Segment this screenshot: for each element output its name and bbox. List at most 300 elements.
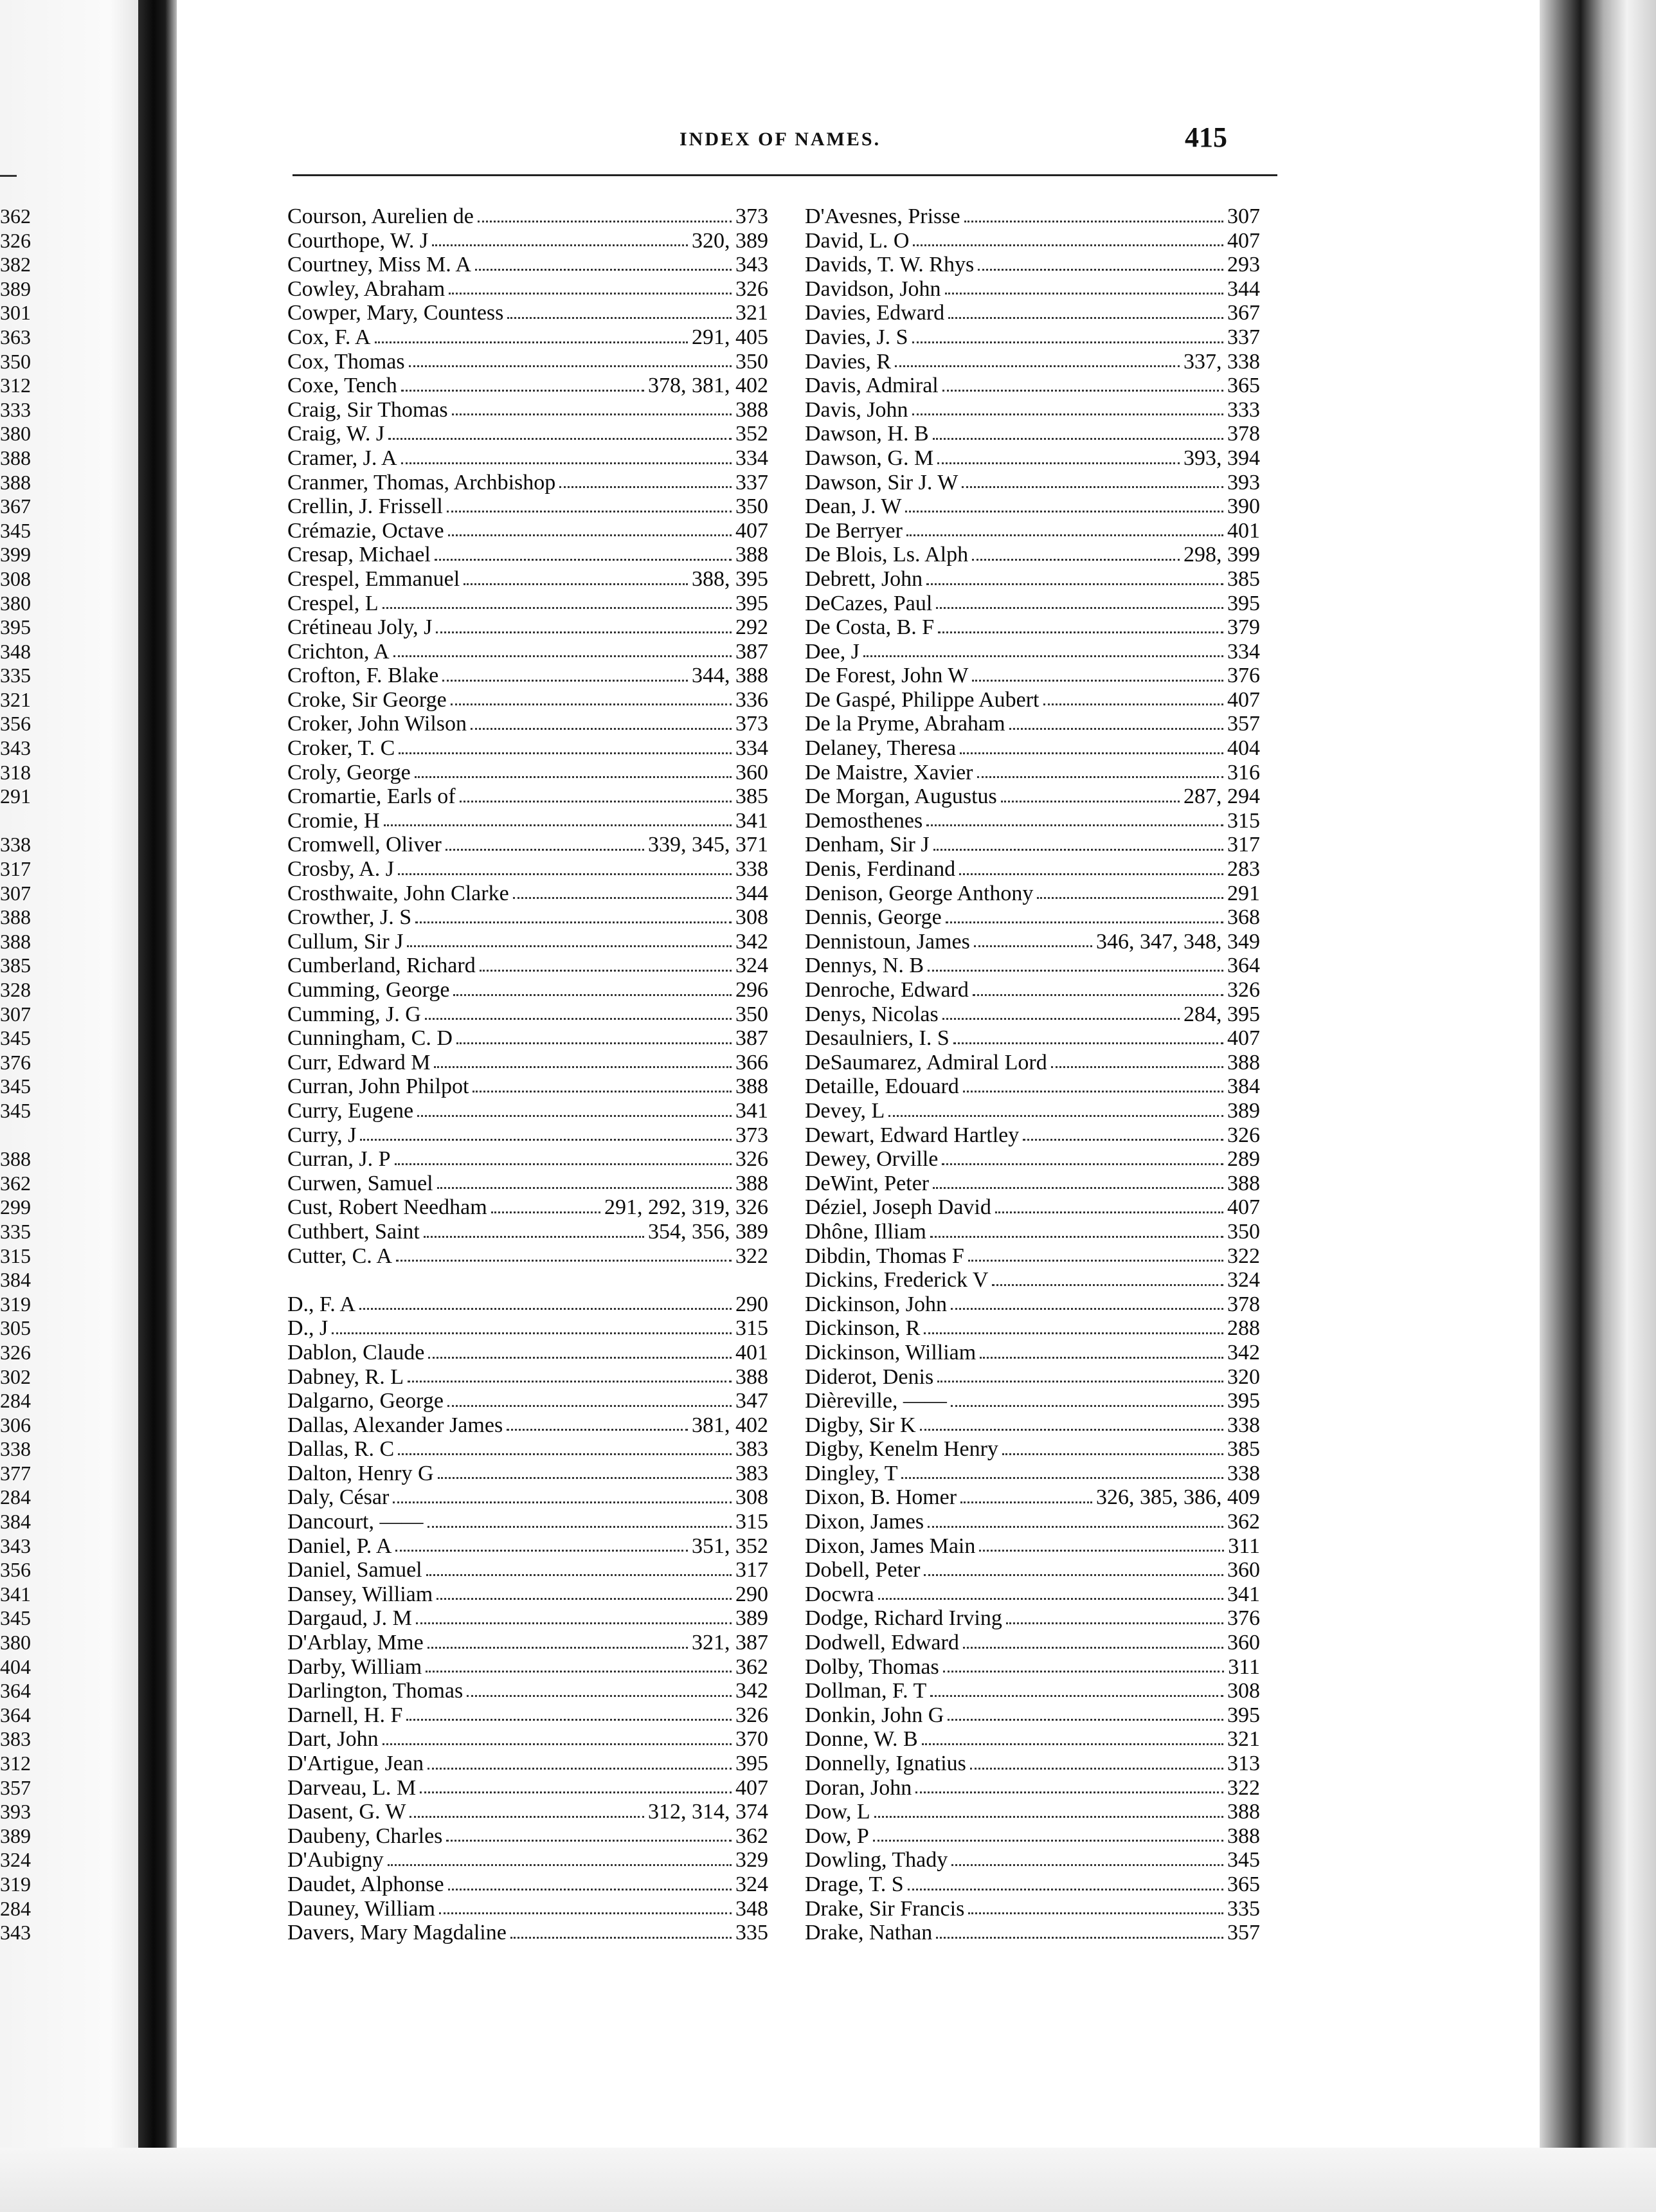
entry-pages: 379 bbox=[1227, 615, 1260, 640]
dot-leader bbox=[945, 293, 1223, 295]
entry-pages: 373 bbox=[735, 712, 768, 736]
entry-name: Cumberland, Richard bbox=[287, 954, 476, 978]
entry-name: Cowper, Mary, Countess bbox=[287, 301, 504, 325]
index-entry bbox=[287, 833, 768, 857]
index-entry bbox=[805, 1752, 1260, 1776]
entry-pages: 407 bbox=[1227, 228, 1260, 253]
index-entry bbox=[287, 1558, 768, 1582]
entry-pages: 388 bbox=[1227, 1050, 1260, 1074]
previous-page-number: 389 bbox=[0, 276, 31, 300]
entry-name: Donne, W. B bbox=[805, 1727, 918, 1752]
entry-pages: 321 bbox=[1227, 1727, 1260, 1752]
entry-pages: 384 bbox=[1227, 1074, 1260, 1099]
dot-leader bbox=[948, 317, 1223, 319]
previous-page-number: 319 bbox=[0, 1292, 31, 1316]
entry-pages: 291 bbox=[1227, 881, 1260, 905]
index-entry bbox=[805, 1606, 1260, 1631]
entry-pages: 311 bbox=[1228, 1654, 1260, 1679]
entry-pages: 313 bbox=[1227, 1752, 1260, 1775]
index-entry bbox=[287, 1099, 768, 1123]
dot-leader bbox=[401, 390, 644, 392]
index-entry bbox=[805, 1800, 1260, 1824]
entry-name: Dibdin, Thomas F bbox=[805, 1244, 964, 1268]
entry-name: David, L. O bbox=[805, 228, 910, 253]
entry-name: Dean, J. W bbox=[805, 494, 902, 519]
entry-pages: 401 bbox=[735, 1340, 768, 1364]
previous-page-number: 299 bbox=[0, 1195, 31, 1219]
entry-name: Dargaud, J. M bbox=[287, 1606, 412, 1631]
entry-pages: 293 bbox=[1227, 253, 1260, 277]
index-entry bbox=[805, 1582, 1260, 1607]
index-entry bbox=[287, 204, 768, 229]
entry-name: Drake, Nathan bbox=[805, 1921, 933, 1945]
entry-pages: 381, 402 bbox=[692, 1413, 768, 1437]
entry-name: Dickins, Frederick V bbox=[805, 1268, 989, 1292]
index-entry bbox=[287, 1341, 768, 1365]
entry-name: Dhône, Illiam bbox=[805, 1219, 926, 1244]
previous-page-number bbox=[0, 809, 32, 833]
previous-page-number: 305 bbox=[0, 1316, 31, 1340]
entry-name: Cromie, H bbox=[287, 808, 380, 833]
entry-name: Detaille, Edouard bbox=[805, 1074, 959, 1099]
index-entry bbox=[287, 1534, 768, 1559]
entry-pages: 308 bbox=[735, 1485, 768, 1510]
entry-name: Drake, Sir Francis bbox=[805, 1896, 965, 1921]
index-entry bbox=[287, 277, 768, 302]
index-entry bbox=[287, 1244, 768, 1269]
index-entry bbox=[805, 1897, 1260, 1921]
dot-leader bbox=[449, 293, 732, 295]
dot-leader bbox=[491, 1211, 600, 1213]
entry-name: Crichton, A bbox=[287, 639, 390, 664]
entry-name: Dow, L bbox=[805, 1800, 870, 1824]
dot-leader bbox=[507, 1429, 688, 1431]
index-entry bbox=[287, 1485, 768, 1510]
entry-pages: 388, 395 bbox=[692, 567, 768, 591]
entry-pages: 312, 314, 374 bbox=[648, 1800, 768, 1824]
entry-name: Dalgarno, George bbox=[287, 1389, 444, 1413]
index-entry bbox=[287, 1897, 768, 1921]
index-entry bbox=[805, 1123, 1260, 1148]
entry-pages: 316 bbox=[1227, 760, 1260, 784]
dot-leader bbox=[434, 1066, 732, 1068]
dot-leader bbox=[1001, 801, 1180, 802]
entry-pages: 324 bbox=[735, 1872, 768, 1896]
dot-leader bbox=[878, 1598, 1223, 1600]
entry-pages: 407 bbox=[735, 1775, 768, 1800]
entry-name: Cox, F. A bbox=[287, 325, 371, 349]
entry-pages: 344, 388 bbox=[692, 664, 768, 688]
previous-page-number: 388 bbox=[0, 905, 31, 929]
index-entry bbox=[805, 688, 1260, 712]
entry-pages: 326 bbox=[1227, 1123, 1260, 1147]
dot-leader bbox=[1051, 1066, 1223, 1068]
entry-name: DeCazes, Paul bbox=[805, 591, 933, 615]
page-edge-right bbox=[1540, 0, 1656, 2212]
entry-pages: 288 bbox=[1227, 1316, 1260, 1341]
entry-name: D'Arblay, Mme bbox=[287, 1631, 424, 1655]
entry-name: Dansey, William bbox=[287, 1582, 433, 1606]
entry-pages: 321 bbox=[735, 301, 768, 325]
entry-pages: 350 bbox=[735, 494, 768, 519]
index-entry bbox=[805, 784, 1260, 809]
entry-name: Dodwell, Edward bbox=[805, 1631, 959, 1655]
dot-leader bbox=[905, 511, 1223, 512]
dot-leader bbox=[460, 801, 732, 802]
index-entry bbox=[287, 374, 768, 398]
entry-pages: 324 bbox=[1227, 1268, 1260, 1292]
index-entry bbox=[805, 1485, 1260, 1510]
dot-leader bbox=[428, 1526, 732, 1528]
index-entry bbox=[805, 1631, 1260, 1655]
index-entry bbox=[805, 1051, 1260, 1075]
entry-pages: 407 bbox=[1227, 1026, 1260, 1051]
index-entry bbox=[287, 494, 768, 519]
entry-pages: 388 bbox=[735, 1364, 768, 1389]
dot-leader bbox=[888, 1115, 1223, 1117]
dot-leader bbox=[513, 897, 732, 899]
index-entry bbox=[805, 1558, 1260, 1582]
previous-page-number: 399 bbox=[0, 543, 31, 567]
previous-page-number: 364 bbox=[0, 1679, 31, 1703]
entry-pages: 329 bbox=[735, 1848, 768, 1872]
entry-pages: 317 bbox=[1227, 833, 1260, 857]
entry-pages: 383 bbox=[735, 1437, 768, 1462]
index-entry bbox=[287, 1074, 768, 1099]
previous-page-number: 343 bbox=[0, 1921, 31, 1945]
entry-name: Daniel, Samuel bbox=[287, 1558, 422, 1582]
dot-leader bbox=[406, 1719, 732, 1721]
dot-leader bbox=[428, 1647, 688, 1649]
entry-name: D'Artigue, Jean bbox=[287, 1752, 424, 1775]
entry-pages: 395 bbox=[1227, 591, 1260, 615]
index-entry bbox=[287, 1776, 768, 1800]
entry-pages: 376 bbox=[1227, 1606, 1260, 1631]
dot-leader bbox=[962, 486, 1223, 488]
index-entry bbox=[805, 1703, 1260, 1728]
dot-leader bbox=[1023, 1139, 1223, 1141]
dot-leader bbox=[332, 1332, 732, 1334]
dot-leader bbox=[968, 1912, 1223, 1914]
dot-leader bbox=[447, 511, 732, 512]
index-entry bbox=[287, 1389, 768, 1413]
previous-page-number: 319 bbox=[0, 1872, 31, 1896]
entry-pages: 360 bbox=[735, 760, 768, 784]
index-entry bbox=[805, 1679, 1260, 1703]
entry-name: Curran, J. P bbox=[287, 1147, 391, 1172]
previous-page-number: 376 bbox=[0, 1050, 31, 1074]
entry-name: Digby, Kenelm Henry bbox=[805, 1437, 998, 1462]
index-entry bbox=[287, 1413, 768, 1438]
index-entry bbox=[287, 1316, 768, 1341]
entry-pages: 388 bbox=[1227, 1171, 1260, 1195]
entry-name: Daly, César bbox=[287, 1485, 390, 1510]
previous-page-number: 393 bbox=[0, 1800, 31, 1824]
entry-pages: 378 bbox=[1227, 1292, 1260, 1316]
previous-page-number: 348 bbox=[0, 639, 31, 663]
entry-name: Dickinson, John bbox=[805, 1292, 947, 1316]
entry-name: Denroche, Edward bbox=[805, 978, 969, 1002]
dot-leader bbox=[456, 1042, 732, 1044]
index-entry bbox=[805, 954, 1260, 978]
entry-name: Dewart, Edward Hartley bbox=[805, 1123, 1020, 1147]
entry-name: Dennistoun, James bbox=[805, 929, 970, 954]
entry-name: Cowley, Abraham bbox=[287, 276, 446, 301]
entry-pages: 335 bbox=[735, 1921, 768, 1945]
entry-name: Davies, J. S bbox=[805, 325, 908, 349]
entry-pages: 348 bbox=[735, 1896, 768, 1921]
index-entry bbox=[805, 1195, 1260, 1220]
entry-name: Cromartie, Earls of bbox=[287, 784, 456, 809]
index-entry bbox=[287, 978, 768, 1002]
dot-leader bbox=[428, 1357, 732, 1359]
dot-leader bbox=[924, 1332, 1223, 1334]
dot-leader bbox=[439, 1912, 732, 1914]
dot-leader bbox=[928, 970, 1223, 972]
index-entry bbox=[287, 1462, 768, 1486]
entry-pages: 388 bbox=[735, 397, 768, 422]
dot-leader bbox=[920, 1429, 1223, 1431]
entry-name: De Morgan, Augustus bbox=[805, 784, 997, 809]
index-entry bbox=[287, 1752, 768, 1776]
entry-name: Crespel, Emmanuel bbox=[287, 567, 460, 591]
entry-name: DeWint, Peter bbox=[805, 1171, 930, 1195]
entry-pages: 334 bbox=[735, 446, 768, 470]
entry-name: D., J bbox=[287, 1316, 328, 1341]
entry-pages: 335 bbox=[1227, 1896, 1260, 1921]
index-entry bbox=[287, 1703, 768, 1728]
dot-leader bbox=[926, 583, 1223, 585]
index-entry bbox=[805, 301, 1260, 325]
dot-leader bbox=[873, 1840, 1223, 1842]
dot-leader bbox=[467, 1695, 732, 1697]
entry-pages: 378 bbox=[1227, 422, 1260, 446]
index-entry bbox=[287, 422, 768, 446]
dot-leader bbox=[388, 438, 732, 440]
entry-name: Crosby, A. J bbox=[287, 857, 394, 882]
index-entry bbox=[805, 422, 1260, 446]
previous-page-number: 317 bbox=[0, 857, 31, 881]
dot-leader bbox=[930, 1236, 1223, 1238]
index-entry bbox=[287, 1437, 768, 1462]
index-entry bbox=[805, 494, 1260, 519]
entry-name: Craig, Sir Thomas bbox=[287, 397, 448, 422]
dot-leader bbox=[946, 921, 1223, 923]
page-title: INDEX OF NAMES. bbox=[680, 129, 881, 150]
entry-name: Denison, George Anthony bbox=[805, 881, 1034, 905]
index-entry bbox=[805, 1510, 1260, 1534]
entry-name: Doran, John bbox=[805, 1775, 912, 1800]
dot-leader bbox=[959, 873, 1223, 875]
entry-pages: 341 bbox=[735, 1098, 768, 1123]
index-entry bbox=[287, 954, 768, 978]
entry-name: Curran, John Philpot bbox=[287, 1074, 469, 1099]
dot-leader bbox=[942, 1018, 1180, 1020]
index-entry bbox=[805, 712, 1260, 736]
entry-pages: 360 bbox=[1227, 1558, 1260, 1582]
dot-leader bbox=[951, 1308, 1223, 1310]
entry-name: Croke, Sir George bbox=[287, 687, 447, 712]
dot-leader bbox=[398, 1453, 732, 1455]
dot-leader bbox=[410, 1816, 644, 1818]
entry-pages: 315 bbox=[735, 1316, 768, 1341]
index-entry bbox=[805, 1824, 1260, 1849]
entry-pages: 376 bbox=[1227, 664, 1260, 688]
previous-page-edge bbox=[0, 0, 138, 2212]
entry-pages: 320, 389 bbox=[692, 228, 768, 253]
dot-leader bbox=[448, 534, 732, 536]
entry-name: Darnell, H. F bbox=[287, 1703, 403, 1727]
index-entry bbox=[287, 809, 768, 833]
entry-pages: 373 bbox=[735, 204, 768, 228]
entry-name: Cromwell, Oliver bbox=[287, 833, 442, 857]
entry-pages: 315 bbox=[735, 1510, 768, 1534]
dot-leader bbox=[912, 413, 1223, 415]
dot-leader bbox=[963, 1091, 1223, 1092]
dot-leader bbox=[426, 1671, 732, 1673]
index-entry bbox=[805, 543, 1260, 567]
entry-name: D., F. A bbox=[287, 1292, 356, 1316]
dot-leader bbox=[933, 849, 1223, 851]
entry-name: Darlington, Thomas bbox=[287, 1679, 464, 1703]
dot-leader bbox=[933, 438, 1223, 440]
dot-leader bbox=[436, 631, 732, 633]
entry-pages: 407 bbox=[1227, 687, 1260, 712]
previous-page-number: 318 bbox=[0, 760, 31, 784]
dot-leader bbox=[973, 994, 1223, 996]
dot-leader bbox=[995, 1211, 1223, 1213]
dot-leader bbox=[425, 1018, 732, 1020]
entry-pages: 322 bbox=[1227, 1775, 1260, 1800]
previous-page-number: 380 bbox=[0, 591, 31, 615]
entry-name: Docwra bbox=[805, 1582, 874, 1606]
entry-name: Dièreville, —— bbox=[805, 1389, 947, 1413]
entry-pages: 320 bbox=[1227, 1364, 1260, 1389]
entry-pages: 337, 338 bbox=[1184, 349, 1260, 374]
entry-name: Croker, John Wilson bbox=[287, 712, 467, 736]
dot-leader bbox=[559, 486, 732, 488]
entry-pages: 338 bbox=[1227, 1413, 1260, 1437]
entry-pages: 321, 387 bbox=[692, 1631, 768, 1655]
dot-leader bbox=[974, 945, 1092, 947]
dot-leader bbox=[417, 1115, 732, 1117]
previous-page-number: 343 bbox=[0, 1534, 31, 1557]
entry-name: Daubeny, Charles bbox=[287, 1824, 443, 1848]
previous-page-number: 307 bbox=[0, 881, 31, 905]
entry-name: Dowling, Thady bbox=[805, 1848, 948, 1872]
previous-page-number: 388 bbox=[0, 929, 31, 953]
entry-name: Davids, T. W. Rhys bbox=[805, 253, 975, 277]
entry-pages: 407 bbox=[1227, 1195, 1260, 1220]
entry-name: Crosthwaite, John Clarke bbox=[287, 881, 509, 905]
dot-leader bbox=[1002, 1453, 1223, 1455]
entry-pages: 383 bbox=[735, 1461, 768, 1485]
entry-pages: 368 bbox=[1227, 905, 1260, 930]
entry-pages: 317 bbox=[735, 1558, 768, 1582]
index-entry bbox=[287, 325, 768, 350]
index-entry bbox=[805, 1147, 1260, 1172]
previous-page-number: 324 bbox=[0, 1848, 31, 1872]
index-entry bbox=[805, 519, 1260, 543]
entry-name: Courson, Aurelien de bbox=[287, 204, 474, 228]
entry-name: D'Avesnes, Prisse bbox=[805, 204, 960, 228]
entry-pages: 290 bbox=[735, 1292, 768, 1316]
dot-leader bbox=[395, 1163, 732, 1165]
entry-name: De Maistre, Xavier bbox=[805, 760, 973, 784]
index-entry bbox=[287, 882, 768, 906]
entry-name: Denham, Sir J bbox=[805, 833, 930, 857]
header-rule bbox=[292, 174, 1277, 176]
index-entry bbox=[805, 1341, 1260, 1365]
entry-pages: 395 bbox=[735, 1752, 768, 1775]
entry-name: Dennis, George bbox=[805, 905, 942, 930]
dot-leader bbox=[507, 317, 732, 319]
entry-name: Dixon, B. Homer bbox=[805, 1485, 957, 1510]
entry-name: Crespel, L bbox=[287, 591, 379, 615]
dot-leader bbox=[963, 1647, 1223, 1649]
index-entry bbox=[805, 1462, 1260, 1486]
previous-page-number: 363 bbox=[0, 325, 31, 349]
dot-leader bbox=[942, 390, 1223, 392]
index-entry bbox=[805, 325, 1260, 350]
dot-leader bbox=[393, 655, 732, 657]
entry-name: Curwen, Samuel bbox=[287, 1171, 433, 1195]
dot-leader bbox=[375, 341, 688, 343]
entry-pages: 387 bbox=[735, 639, 768, 664]
dot-leader bbox=[446, 1840, 732, 1842]
entry-pages: 342 bbox=[735, 1679, 768, 1703]
entry-pages: 324 bbox=[735, 954, 768, 978]
previous-page-number: 335 bbox=[0, 664, 31, 687]
entry-name: Donkin, John G bbox=[805, 1703, 944, 1727]
entry-name: Dart, John bbox=[287, 1727, 379, 1752]
dot-leader bbox=[424, 1236, 644, 1238]
previous-page-number: 389 bbox=[0, 1824, 31, 1847]
dot-leader bbox=[399, 752, 732, 754]
entry-name: Dallas, Alexander James bbox=[287, 1413, 503, 1437]
entry-pages: 360 bbox=[1227, 1631, 1260, 1655]
entry-name: Curr, Edward M bbox=[287, 1050, 431, 1074]
index-entry bbox=[805, 809, 1260, 833]
entry-pages: 339, 345, 371 bbox=[648, 833, 768, 857]
entry-pages: 311 bbox=[1228, 1534, 1260, 1558]
entry-pages: 364 bbox=[1227, 954, 1260, 978]
index-entry bbox=[287, 1510, 768, 1534]
index-entry bbox=[287, 615, 768, 640]
page-number: 415 bbox=[1185, 122, 1227, 153]
entry-name: Devey, L bbox=[805, 1098, 885, 1123]
entry-pages: 367 bbox=[1227, 301, 1260, 325]
index-entry bbox=[287, 930, 768, 954]
dot-leader bbox=[388, 1864, 732, 1866]
index-entry bbox=[805, 1026, 1260, 1051]
entry-name: Drage, T. S bbox=[805, 1872, 904, 1896]
entry-pages: 308 bbox=[735, 905, 768, 930]
previous-page-number: 382 bbox=[0, 253, 31, 276]
entry-name: Desaulniers, I. S bbox=[805, 1026, 950, 1051]
index-entry bbox=[287, 736, 768, 761]
entry-pages: 326 bbox=[735, 276, 768, 301]
dot-leader bbox=[953, 1042, 1223, 1044]
previous-page-number: 306 bbox=[0, 1413, 31, 1437]
dot-leader bbox=[936, 607, 1223, 609]
index-entry bbox=[287, 229, 768, 253]
previous-page-number: 291 bbox=[0, 784, 31, 808]
entry-name: Davidson, John bbox=[805, 276, 941, 301]
entry-pages: 395 bbox=[735, 591, 768, 615]
index-entry bbox=[805, 905, 1260, 930]
index-entry bbox=[805, 1389, 1260, 1413]
